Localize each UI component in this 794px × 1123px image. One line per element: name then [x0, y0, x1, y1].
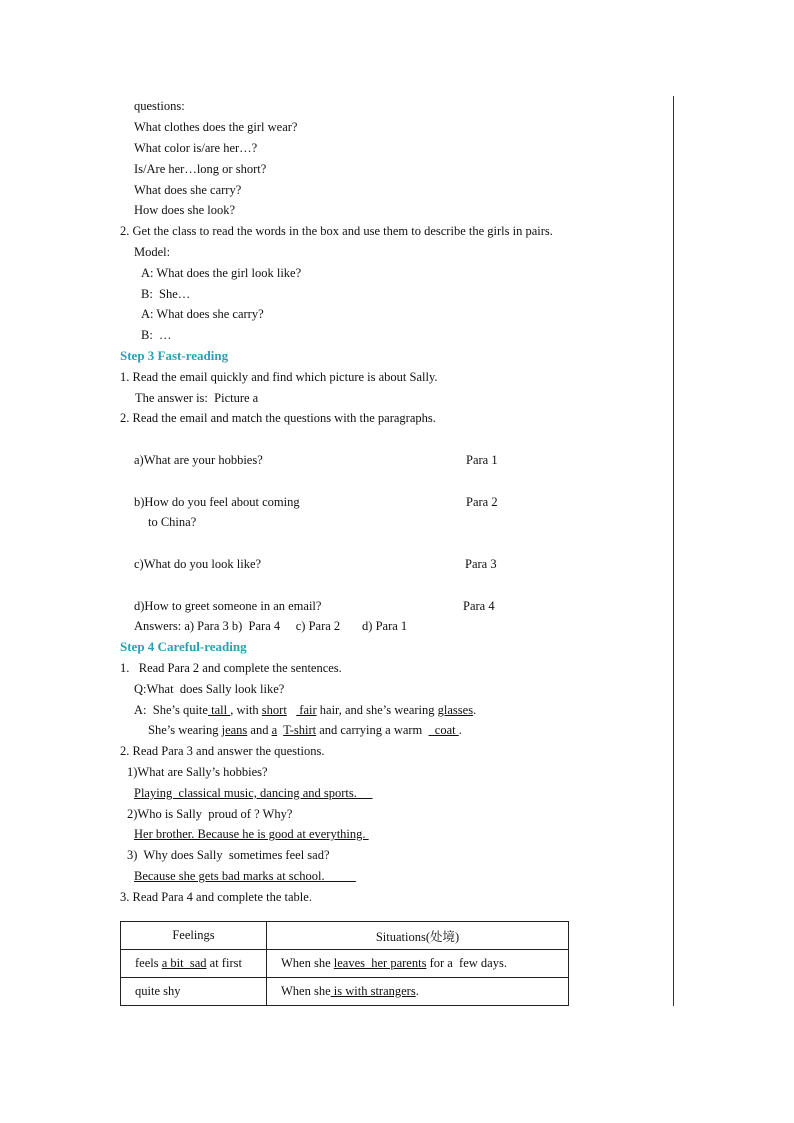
- match-answers: Answers: a) Para 3 b) Para 4 c) Para 2 d) Para 1: [134, 619, 408, 633]
- feelings-table: [120, 921, 569, 1006]
- sentence-text: A: She’s quite: [134, 703, 208, 717]
- blank-answer: glasses: [437, 703, 474, 717]
- hobby-question-2: 2)Who is Sally proud of ? Why?: [127, 807, 293, 821]
- table-row: [121, 950, 569, 978]
- match-question-a: a)What are your hobbies?: [134, 453, 263, 467]
- feeling-cell: quite shy: [121, 978, 267, 1006]
- match-para-2: Para 2: [466, 495, 498, 509]
- step4-heading: Step 4 Careful-reading: [120, 639, 247, 654]
- dialog-line: A: What does the girl look like?: [141, 266, 302, 280]
- question-carry: What does she carry?: [134, 183, 242, 197]
- dialog-line: B: …: [141, 328, 172, 342]
- cell-text: .: [415, 984, 419, 998]
- fill-sentence-1: [134, 702, 476, 718]
- match-question-c: c)What do you look like?: [134, 557, 262, 571]
- step4-question: Q:What does Sally look like?: [134, 682, 285, 696]
- question-look: How does she look?: [134, 203, 236, 217]
- situation-cell: [267, 950, 569, 978]
- sentence-text: [287, 703, 296, 717]
- hobby-answer-2: Her brother. Because he is good at everything.: [134, 827, 369, 841]
- blank-answer: leaves her parents: [333, 956, 427, 970]
- step4-item3: 3. Read Para 4 and complete the table.: [120, 890, 312, 904]
- question-length: Is/Are her…long or short?: [134, 162, 267, 176]
- dialog-line: B: She…: [141, 287, 191, 301]
- cell-text: feels: [135, 956, 162, 970]
- cell-text: at first: [206, 956, 242, 970]
- sentence-text: She’s wearing: [148, 723, 222, 737]
- table-row: [121, 978, 569, 1006]
- question-color: What color is/are her…?: [134, 141, 258, 155]
- match-para-4: Para 4: [463, 599, 495, 613]
- step3-answer1: The answer is: Picture a: [135, 391, 259, 405]
- blank-answer: coat: [428, 723, 459, 737]
- sentence-text: and: [247, 723, 272, 737]
- cell-text: When she: [281, 956, 334, 970]
- step3-item2: 2. Read the email and match the questions with the paragraphs.: [120, 411, 436, 425]
- match-para-3: Para 3: [465, 557, 497, 571]
- sentence-text: hair, and she’s wearing: [316, 703, 438, 717]
- blank-answer: short: [261, 703, 287, 717]
- fill-sentence-2: [148, 722, 462, 738]
- cell-text: for a few days.: [426, 956, 507, 970]
- blank-answer: a bit sad: [161, 956, 207, 970]
- sentence-text: .: [473, 703, 477, 717]
- dialog-line: A: What does she carry?: [141, 307, 264, 321]
- feeling-cell: [121, 950, 267, 978]
- step3-heading: Step 3 Fast-reading: [120, 348, 229, 363]
- blank-answer: fair: [296, 703, 317, 717]
- match-question-b-cont: to China?: [148, 515, 197, 529]
- step3-item1: 1. Read the email quickly and find which picture is about Sally.: [120, 370, 438, 384]
- page-margin-line: [673, 96, 674, 1006]
- match-question-d: d)How to greet someone in an email?: [134, 599, 322, 613]
- sentence-text: , with: [230, 703, 262, 717]
- table-header-row: [121, 922, 569, 950]
- pair-instruction: 2. Get the class to read the words in the box and use them to describe the girls in pairs.: [120, 224, 553, 238]
- match-question-b: b)How do you feel about coming: [134, 495, 300, 509]
- header-feelings: Feelings: [121, 922, 267, 950]
- blank-answer: tall: [207, 703, 231, 717]
- questions-label: questions:: [134, 99, 185, 113]
- hobby-question-1: 1)What are Sally’s hobbies?: [127, 765, 268, 779]
- cell-text: When she: [281, 984, 331, 998]
- hobby-question-3: 3) Why does Sally sometimes feel sad?: [127, 848, 330, 862]
- sentence-text: and carrying a warm: [316, 723, 429, 737]
- step4-item2: 2. Read Para 3 and answer the questions.: [120, 744, 325, 758]
- header-situations: Situations(处境): [267, 922, 569, 950]
- hobby-answer-3: Because she gets bad marks at school.: [134, 869, 356, 883]
- match-para-1: Para 1: [466, 453, 498, 467]
- blank-answer: a: [271, 723, 278, 737]
- blank-answer: T-shirt: [283, 723, 317, 737]
- blank-answer: is with strangers: [330, 984, 416, 998]
- sentence-text: .: [458, 723, 462, 737]
- situation-cell: [267, 978, 569, 1006]
- step4-item1: 1. Read Para 2 and complete the sentences.: [120, 661, 342, 675]
- model-label: Model:: [134, 245, 171, 259]
- blank-answer: jeans: [221, 723, 248, 737]
- hobby-answer-1: Playing classical music, dancing and sports.: [134, 786, 373, 800]
- question-clothes: What clothes does the girl wear?: [134, 120, 298, 134]
